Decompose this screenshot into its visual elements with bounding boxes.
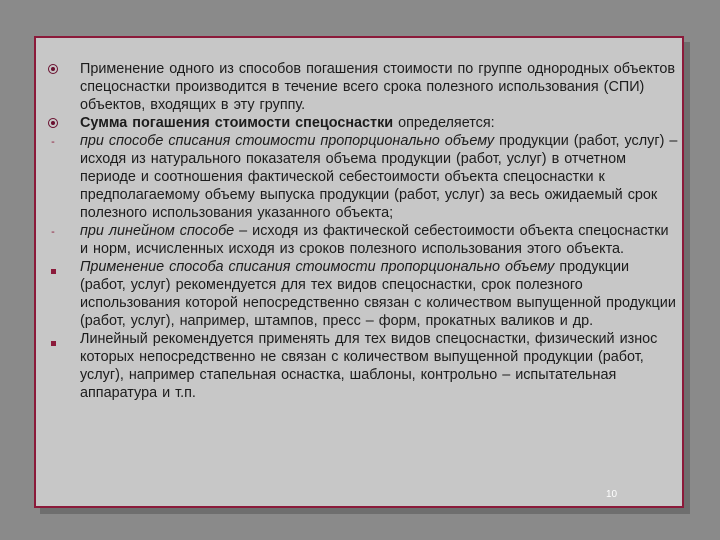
- item-text: Применение одного из способов погашения стоимости по группе однородных объектов спецоснастки производится в течение всего срока полезного использования (СПИ) объектов, входящих в эту группу.: [80, 61, 676, 113]
- item-text: продукции (работ, услуг) рекомендуется для тех видов спецоснастки, срок полезного использования которой непосредственно связан с количеством выпущенной продукции (работ, услуг), например, штампов, пресс – форм, прокатных валиков и др.: [80, 259, 676, 329]
- target-bullet-icon: [46, 62, 60, 76]
- page-number: 10: [606, 489, 618, 500]
- square-bullet-icon: [46, 332, 60, 346]
- square-bullet-icon: [46, 260, 60, 274]
- item-italic-text: при способе списания стоимости пропорционально объему: [80, 133, 495, 149]
- list-item: [46, 114, 678, 132]
- list-item: [46, 258, 678, 330]
- bullet-list: [46, 60, 678, 402]
- item-text: продукции (работ, услуг) – исходя из натурального показателя объема продукции (работ, услуг) в отчетном периоде и соотношения фактической себестоимости объекта спецоснастки к предполагаемому объему выпуска продукции (работ, услуг) за весь ожидаемый срок полезного использования указанного объекта;: [80, 133, 678, 221]
- list-item: [46, 330, 678, 402]
- list-item: [46, 60, 678, 114]
- dash-bullet-icon: -: [51, 226, 55, 238]
- list-item: [46, 132, 678, 222]
- dash-bullet-icon: -: [51, 136, 55, 148]
- item-italic-text: при линейном способе: [80, 223, 235, 239]
- item-text: Линейный рекомендуется применять для тех видов спецоснастки, физический износ которых непосредственно не связан с количеством выпущенной продукции (работ, услуг), например стапельная оснастка, шаблоны, контрольно – испытательная аппаратура и т.п.: [80, 331, 658, 401]
- item-italic-text: Применение способа списания стоимости пропорционально объему: [80, 259, 555, 275]
- item-text: определяется:: [393, 115, 495, 131]
- list-item: [46, 222, 678, 258]
- item-text: – исходя из фактической себестоимости объекта спецоснастки и норм, исчисленных исходя из сроков полезного использования этого объекта.: [80, 223, 669, 257]
- target-bullet-icon: [46, 116, 60, 130]
- item-bold-text: Сумма погашения стоимости спецоснастки: [80, 115, 394, 131]
